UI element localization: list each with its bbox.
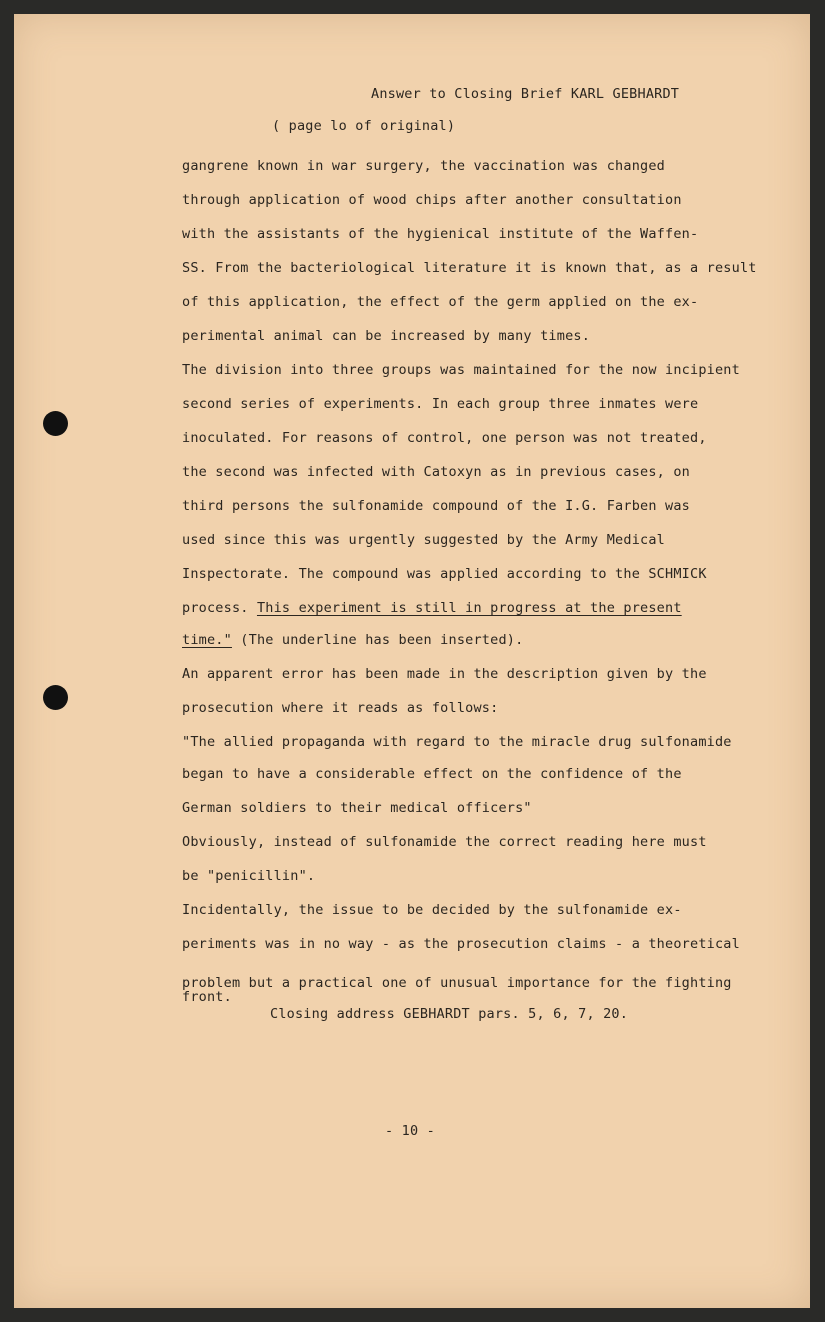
body-line: through application of wood chips after another consultation xyxy=(182,192,682,208)
quote-prefix: process. xyxy=(182,600,257,616)
body-line: SS. From the bacteriological literature it is known that, as a result xyxy=(182,260,757,276)
body-line: of this application, the effect of the germ applied on the ex- xyxy=(182,294,699,310)
body-line: began to have a considerable effect on the confidence of the xyxy=(182,766,682,782)
document-heading: Answer to Closing Brief KARL GEBHARDT xyxy=(371,86,680,102)
quote-suffix: (The underline has been inserted). xyxy=(231,632,524,648)
underlined-quote: This experiment is still in progress at the present xyxy=(256,600,682,616)
body-line: Obviously, instead of sulfonamide the correct reading here must xyxy=(182,834,707,850)
body-line: Incidentally, the issue to be decided by the sulfonamide ex- xyxy=(182,902,682,918)
body-line xyxy=(182,600,682,616)
document-page xyxy=(14,14,810,1308)
body-line xyxy=(182,632,523,648)
body-line: German soldiers to their medical officers" xyxy=(182,800,532,816)
original-page-reference: ( page lo of original) xyxy=(272,118,456,134)
punch-hole xyxy=(43,685,68,710)
body-line: periments was in no way - as the prosecution claims - a theoretical xyxy=(182,936,740,952)
body-line: with the assistants of the hygienical institute of the Waffen- xyxy=(182,226,699,242)
body-line: perimental animal can be increased by many times. xyxy=(182,328,591,344)
body-line: second series of experiments. In each group three inmates were xyxy=(182,396,699,412)
body-line: front. xyxy=(182,989,232,1005)
body-line: be "penicillin". xyxy=(182,868,316,884)
citation: Closing address GEBHARDT pars. 5, 6, 7, 20. xyxy=(270,1006,629,1022)
body-line: inoculated. For reasons of control, one person was not treated, xyxy=(182,430,707,446)
body-line: Inspectorate. The compound was applied according to the SCHMICK xyxy=(182,566,707,582)
body-line: An apparent error has been made in the description given by the xyxy=(182,666,707,682)
body-line: The division into three groups was maintained for the now incipient xyxy=(182,362,740,378)
underlined-quote: time." xyxy=(182,632,232,648)
body-line: gangrene known in war surgery, the vaccination was changed xyxy=(182,158,666,174)
body-line: prosecution where it reads as follows: xyxy=(182,700,499,716)
body-line: the second was infected with Catoxyn as in previous cases, on xyxy=(182,464,690,480)
body-line: used since this was urgently suggested by the Army Medical xyxy=(182,532,666,548)
page-number: - 10 - xyxy=(385,1123,435,1139)
body-line: problem but a practical one of unusual importance for the fighting xyxy=(182,975,732,991)
body-line: "The allied propaganda with regard to the miracle drug sulfonamide xyxy=(182,734,732,750)
punch-hole xyxy=(43,411,68,436)
body-line: third persons the sulfonamide compound of the I.G. Farben was xyxy=(182,498,690,514)
